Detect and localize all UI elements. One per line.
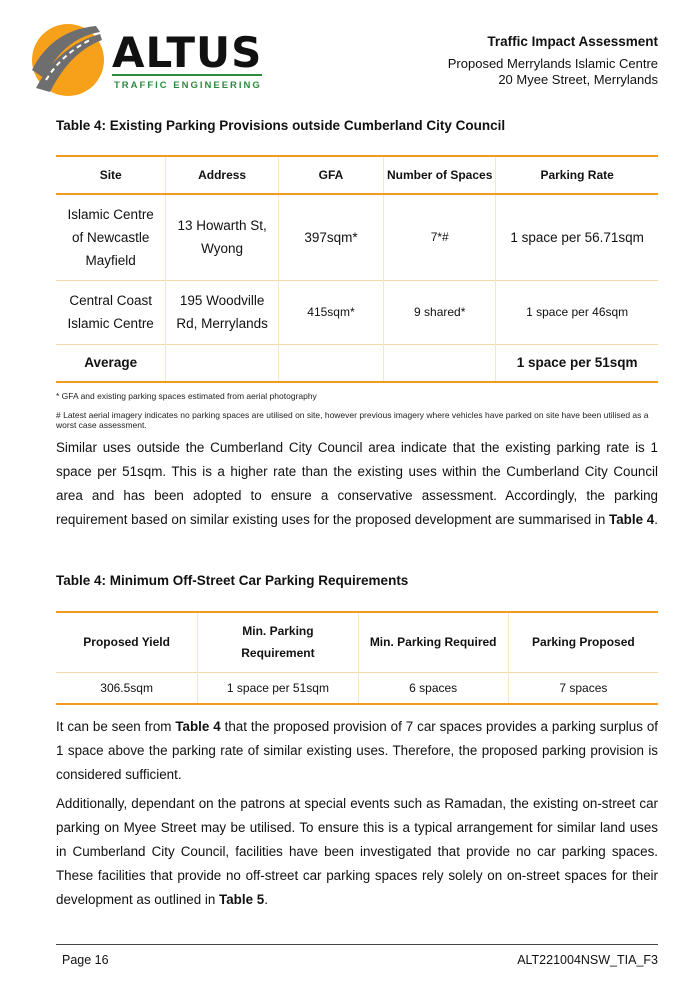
document-title: Traffic Impact Assessment xyxy=(487,34,658,49)
site-cell xyxy=(56,194,166,280)
paragraph-2-post: that the proposed provision of 7 car spaces provides a parking surplus of 1 space above the parking rate of similar existing uses. Therefore, the proposed parking provision is considered sufficient. xyxy=(56,719,658,782)
logo-rule xyxy=(112,74,262,76)
table1-header-row xyxy=(56,156,658,194)
spaces-value: 7*# xyxy=(430,229,449,244)
site-line: Islamic Centre xyxy=(67,316,154,331)
altus-logo xyxy=(28,22,268,100)
gfa-cell: 415sqm* xyxy=(278,280,383,344)
address-cell xyxy=(166,194,278,280)
address-cell xyxy=(166,280,278,344)
average-label: Average xyxy=(56,344,166,382)
logo-subtitle: TRAFFIC ENGINEERING xyxy=(114,80,262,91)
rate-cell: 1 space per 46sqm xyxy=(526,304,629,319)
table-row xyxy=(56,194,658,280)
site-cell xyxy=(56,280,166,344)
site-line: Central Coast xyxy=(69,293,152,308)
site-line: Islamic Centre xyxy=(67,206,154,222)
table1-note-2: # Latest aerial imagery indicates no parking spaces are utilised on site, however previous imagery where vehicles have parked on site have been utilised as a worst case assessment. xyxy=(56,410,649,430)
col-min-parking-required: Min. Parking Required xyxy=(358,612,508,672)
rate-cell: 1 space per 56.71sqm xyxy=(510,229,644,245)
parking-requirements-table xyxy=(56,611,658,705)
parking-proposed-cell: 7 spaces xyxy=(559,680,608,695)
col-address: Address xyxy=(166,156,278,194)
table-reference: Table 5 xyxy=(219,892,265,907)
table-reference: Table 4 xyxy=(175,719,221,734)
col-min-parking-requirement xyxy=(198,612,358,672)
address-line: Rd, Merrylands xyxy=(176,316,268,331)
address-line: 13 Howarth St, xyxy=(177,218,267,234)
address-line: Wyong xyxy=(201,241,244,257)
col-rate: Parking Rate xyxy=(540,168,614,182)
footer-rule xyxy=(56,944,658,945)
existing-parking-table xyxy=(56,155,658,383)
site-line: of Newcastle xyxy=(72,229,150,245)
page-number: Page 16 xyxy=(62,953,109,967)
col-parking-proposed: Parking Proposed xyxy=(532,635,635,650)
project-line-1: Proposed Merrylands Islamic Centre xyxy=(447,56,658,71)
table2-header-row xyxy=(56,612,658,672)
average-row xyxy=(56,344,658,382)
site-line: Mayfield xyxy=(85,252,136,268)
table-row xyxy=(56,280,658,344)
average-rate: 1 space per 51sqm xyxy=(516,355,638,371)
col-gfa: GFA xyxy=(278,156,383,194)
header-line: Requirement xyxy=(241,646,315,661)
project-line-2: 20 Myee Street, Merrylands xyxy=(498,72,658,87)
table-reference: Table 4 xyxy=(609,512,655,527)
paragraph-2-pre: It can be seen from xyxy=(56,719,176,734)
empty-cell xyxy=(278,344,383,382)
paragraph-2 xyxy=(56,715,658,787)
table1-note-1: * GFA and existing parking spaces estimated from aerial photography xyxy=(56,391,317,401)
proposed-yield-cell: 306.5sqm xyxy=(56,672,198,704)
table1-caption: Table 4: Existing Parking Provisions outside Cumberland City Council xyxy=(56,118,506,133)
header-line: Min. Parking xyxy=(242,624,314,639)
min-requirement-cell: 1 space per 51sqm xyxy=(198,672,358,704)
project-name xyxy=(448,56,658,88)
table2-caption: Table 4: Minimum Off-Street Car Parking Requirements xyxy=(56,573,409,588)
col-spaces: Number of Spaces xyxy=(384,156,496,194)
logo-wordmark: ALTUS xyxy=(112,28,263,77)
table-row xyxy=(56,672,658,704)
paragraph-3 xyxy=(56,792,658,912)
paragraph-3-end: . xyxy=(264,892,268,907)
paragraph-1-end: . xyxy=(654,512,658,527)
empty-cell xyxy=(384,344,496,382)
document-reference: ALT221004NSW_TIA_F3 xyxy=(517,953,658,967)
spaces-cell: 9 shared* xyxy=(384,280,496,344)
col-site: Site xyxy=(56,156,166,194)
address-line: 195 Woodville xyxy=(179,293,265,308)
paragraph-3-text: Additionally, dependant on the patrons at special events such as Ramadan, the existing on-street car parking on Myee Street may be utilised. To ensure this is a typical arrangement for similar land uses in Cumberland City Council, facilities have been investigated that provide no car parking spaces. These facilities that provide no off-street car parking spaces rely solely on on-street spaces for their development as outlined in xyxy=(56,796,658,907)
paragraph-1-text: Similar uses outside the Cumberland City Council area indicate that the existing parking rate is 1 space per 51sqm. This is a higher rate than the existing uses within the Cumberland City Council area and has been adopted to ensure a conservative assessment. Accordingly, the parking requirement based on similar existing uses for the proposed development are summarised in xyxy=(56,440,658,527)
spaces-cell xyxy=(384,194,496,280)
min-required-cell: 6 spaces xyxy=(358,672,508,704)
gfa-cell: 397sqm* xyxy=(278,194,383,280)
col-proposed-yield: Proposed Yield xyxy=(56,612,198,672)
paragraph-1 xyxy=(56,436,658,532)
empty-cell xyxy=(166,344,278,382)
